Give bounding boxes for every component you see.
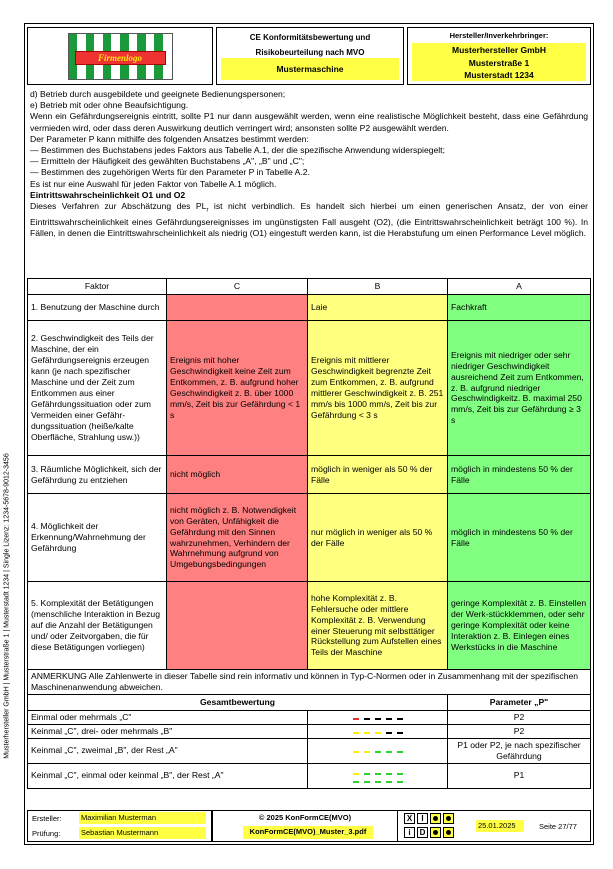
- summary-dashes: [308, 738, 448, 763]
- summary-row: [28, 763, 591, 788]
- dash-mark: [364, 781, 370, 783]
- dash-mark: [375, 781, 381, 783]
- info-i-icon: I: [417, 813, 428, 824]
- page-number: Seite 27/77: [539, 822, 577, 831]
- manufacturer-address: [412, 43, 586, 81]
- dash-mark: [364, 732, 370, 734]
- dash-mark: [364, 751, 370, 753]
- summary-text: Keinmal „C", einmal oder keinmal „B", der Rest „A": [28, 763, 308, 788]
- summary-value: P2: [448, 710, 591, 724]
- logo-text: Firmenlogo: [97, 52, 142, 63]
- reviewer-name: Sebastian Mustermann: [79, 827, 206, 839]
- copyright: © 2025 KonFormCE(MVO): [258, 813, 352, 822]
- col-header-a: A: [448, 279, 591, 295]
- manufacturer-label: Hersteller/Inverkehrbringer:: [449, 31, 549, 40]
- summary-value: P1: [448, 763, 591, 788]
- summary-header-row: [28, 694, 591, 710]
- dash-mark: [375, 773, 381, 775]
- manufacturer-city: Musterstadt 1234: [464, 70, 534, 80]
- creator-name: Maximilian Musterman: [79, 812, 206, 824]
- table-row: [28, 295, 591, 321]
- cell-faktor: 1. Benutzung der Maschine durch: [28, 295, 167, 321]
- col-header-b: B: [308, 279, 448, 295]
- dash-mark: [397, 773, 403, 775]
- dash-mark: [375, 751, 381, 753]
- cell-faktor: 3. Räumliche Möglichkeit, sich der Gefährdung zu entziehen: [28, 456, 167, 494]
- col-header-c: C: [167, 279, 308, 295]
- summary-dashes: [308, 710, 448, 724]
- summary-header-right: Parameter „P": [448, 694, 591, 710]
- dash-mark: [353, 773, 359, 775]
- dash-mark: [353, 781, 359, 783]
- factor-table: [27, 278, 591, 789]
- table-note: ANMERKUNG Alle Zahlenwerte in dieser Tabelle sind rein informativ und können in Typ-C-Normen oder in Zusammenhang mit der spezifischen Maschinenanwendung abweichen.: [28, 670, 591, 695]
- cell-a: geringe Komplexität z. B. Einstellen der Werk-stückklemmen, oder sehr geringe Komplexität oder keine Interaktion z. B. Einlegen eines Werkstücks in die Maschine: [448, 582, 591, 670]
- info-small-i-icon: i: [404, 827, 415, 838]
- page-header: [27, 27, 591, 85]
- manufacturer-cell: [407, 27, 591, 85]
- cell-c: Ereignis mit hoher Geschwindigkeit keine Zeit zum Entkommen, z. B. aufgrund hoher Geschwindigkeit z. B. über 1000 mm/s, Zeit bis zur Gefährdung < 1 s: [167, 321, 308, 456]
- table-row: [28, 582, 591, 670]
- cell-c: [167, 582, 308, 670]
- dash-mark: [397, 781, 403, 783]
- cell-b: hohe Komplexität z. B. Fehlersuche oder mittlere Komplexität z. B. Verwendung einer Steuerung mit selbsttätiger Rückstellung zum Aufstellen eines Teils der Maschine: [308, 582, 448, 670]
- dash-mark: [353, 751, 359, 753]
- cell-b: Laie: [308, 295, 448, 321]
- dash-mark: [375, 732, 381, 734]
- section-heading: Eintrittswahrscheinlichkeit O1 und O2: [30, 189, 186, 200]
- summary-dashes: [308, 763, 448, 788]
- logo-cell: [27, 27, 213, 85]
- paragraph-note: Es ist nur eine Auswahl für jeden Faktor von Tabelle A.1 möglich.: [30, 178, 277, 189]
- summary-value: P1 oder P2, je nach spezifischer Gefährdung: [448, 738, 591, 763]
- doc-title-line2: Risikobeurteilung nach MVO: [255, 48, 365, 57]
- summary-dashes: [308, 724, 448, 738]
- status-dot-icon: [430, 813, 441, 824]
- list-item-e: e) Betrieb mit oder ohne Beaufsichtigung.: [30, 100, 189, 111]
- table-header-row: [28, 279, 591, 295]
- cell-b: nur möglich in weniger als 50 % der Fälle: [308, 494, 448, 582]
- reviewer-label: Prüfung:: [32, 829, 61, 838]
- col-header-faktor: Faktor: [28, 279, 167, 295]
- page-footer: [27, 810, 591, 842]
- cell-a: möglich in mindestens 50 % der Fälle: [448, 456, 591, 494]
- paragraph-p2: Dieses Verfahren zur Abschätzung des $PL_r$ ist nicht verbindlich. Es handelt sich hierbei um einen generischen Ansatz, der von einer Eintrittswahrscheinlichkeit eines Gefährdungsereignisses im ungünstigsten Fall ausgeht (O2), (die Eintrittswahrscheinlichkeit beträgt 100 %). In Fällen, in denen die Eintrittswahrscheinlichkeit als niedrig (O1) eingestuft werden kann, ist die Herabstufung um einen Performance Level möglich.: [30, 201, 588, 239]
- summary-row: [28, 738, 591, 763]
- dash-mark: [386, 732, 392, 734]
- dash-mark: [386, 751, 392, 753]
- dash-mark: [353, 718, 359, 720]
- cell-c: nicht möglich z. B. Notwendigkeit von Geräten, Unfähigkeit die Gefährdung mit den Sinnen wahrzunehmen, Verhindern der Wahrnehmung aufgrund von Umgebungsbedingungen: [167, 494, 308, 582]
- summary-row: [28, 724, 591, 738]
- table-row: [28, 494, 591, 582]
- list-item-d: d) Betrieb durch ausgebildete und geeignete Bedienungspersonen;: [30, 89, 286, 99]
- side-license-text: Musterhersteller GmbH | Musterstraße 1 | Musterstadt 1234 | Single Lizenz: 1234-5678-9012-3456: [3, 453, 11, 759]
- step-3: — Bestimmen des zugehörigen Werts für den Parameter P in Tabelle A.2.: [30, 167, 310, 178]
- cell-b: möglich in weniger als 50 % der Fälle: [308, 456, 448, 494]
- status-dot-icon: [443, 813, 454, 824]
- d-icon: D: [417, 827, 428, 838]
- dash-mark: [397, 718, 403, 720]
- cell-c: [167, 295, 308, 321]
- cell-faktor: 5. Komplexität der Betätigungen (menschliche Interaktion in Bezug auf die Anzahl der Betätigungen und/ oder Zeitvorgaben, die für diese Betätigungen vorliegen): [28, 582, 167, 670]
- table-row: [28, 456, 591, 494]
- paragraph-p1: Wenn ein Gefährdungsereignis eintritt, sollte P1 nur dann ausgewählt werden, wenn eine realistische Möglichkeit besteht, dass eine Gefährdung vermieden wird, oder dass deren Auswirkung deutlich verringert wird; ansonsten sollte P2 ausgewählt werden.: [30, 111, 588, 133]
- cell-a: möglich in mindestens 50 % der Fälle: [448, 494, 591, 582]
- cell-a: Ereignis mit niedriger oder sehr niedriger Geschwindigkeit ausreichend Zeit zum Entkommen, z. B. aufgrund niedriger Geschwindigkeitz. B. maximal 250 mm/s, Zeit bis zur Gefährdung ≥ 3 s: [448, 321, 591, 456]
- x-icon: X: [404, 813, 415, 824]
- dash-mark: [386, 718, 392, 720]
- summary-text: Einmal oder mehrmals „C": [28, 710, 308, 724]
- title-cell: [216, 27, 404, 85]
- cell-c: nicht möglich: [167, 456, 308, 494]
- table-row: [28, 321, 591, 456]
- table-note-row: [28, 670, 591, 695]
- doc-title-line1: CE Konformitätsbewertung und: [249, 33, 371, 42]
- footer-date: 25.01.2025: [476, 820, 524, 832]
- paragraph-intro: Der Parameter P kann mithilfe des folgenden Ansatzes bestimmt werden:: [30, 133, 309, 144]
- summary-value: P2: [448, 724, 591, 738]
- manufacturer-street: Musterstraße 1: [468, 57, 530, 68]
- step-2: — Ermitteln der Häufigkeit des gewählten Buchstabens „A", „B" und „C";: [30, 156, 305, 167]
- cell-b: Ereignis mit mittlerer Geschwindigkeit begrenzte Zeit zum Entkommen, z. B. aufgrund mittlerer Geschwindigkeit z. B. 251 mm/s bis 1000 mm/s, Zeit bis zur Gefährdung < 3 s: [308, 321, 448, 456]
- company-logo: [68, 33, 173, 80]
- summary-header-left: Gesamtbewertung: [28, 694, 448, 710]
- dash-mark: [397, 751, 403, 753]
- dash-mark: [364, 773, 370, 775]
- status-dot-icon: [430, 827, 441, 838]
- body-text: [30, 89, 588, 239]
- creator-label: Ersteller:: [32, 814, 62, 823]
- summary-text: Keinmal „C", zweimal „B", der Rest „A": [28, 738, 308, 763]
- cell-faktor: 2. Geschwindigkeit des Teils der Maschine, der ein Gefährdungsereignis erzeugen kann (je nach spezifischer Maschine und der Zeit zum Entkommen aus einer Gefährdungssituation oder zum Vermeiden einer Gefähr-dungssituation (heiße/kalte Oberfläche, Strahlung usw.)): [28, 321, 167, 456]
- dash-mark: [386, 781, 392, 783]
- cell-faktor: 4. Möglichkeit der Erkennung/Wahrnehmung der Gefährdung: [28, 494, 167, 582]
- dash-mark: [386, 773, 392, 775]
- summary-row: [28, 710, 591, 724]
- cell-a: Fachkraft: [448, 295, 591, 321]
- dash-mark: [353, 732, 359, 734]
- machine-name: Mustermaschine: [221, 58, 399, 80]
- status-dot-icon: [443, 827, 454, 838]
- step-1: — Bestimmen des Buchstabens jedes Faktors aus Tabelle A.1, der die spezifische Anwendung widerspiegelt;: [30, 145, 445, 156]
- file-name: KonFormCE(MVO)_Muster_3.pdf: [243, 826, 373, 839]
- dash-mark: [364, 718, 370, 720]
- manufacturer-name: Musterhersteller GmbH: [452, 45, 546, 55]
- dash-mark: [397, 732, 403, 734]
- dash-mark: [375, 718, 381, 720]
- summary-text: Keinmal „C", drei- oder mehrmals „B": [28, 724, 308, 738]
